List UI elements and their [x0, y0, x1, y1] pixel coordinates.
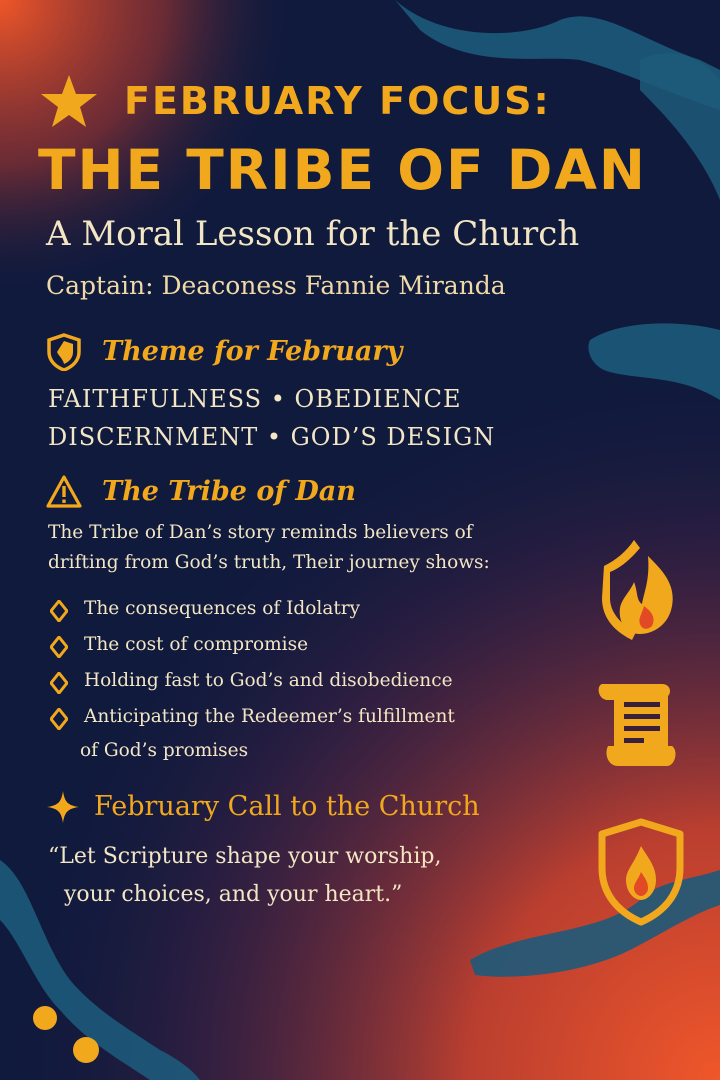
- list-item: [48, 702, 608, 772]
- heading-line-1: [40, 72, 700, 130]
- theme-heading: [46, 330, 446, 374]
- bullet-text: The cost of compromise: [84, 634, 309, 655]
- paragraph-line-2: drifting from God’s truth, Their journey shows:: [48, 552, 490, 573]
- theme-line-2: DISCERNMENT • GOD’S DESIGN: [48, 423, 496, 451]
- bullet-text: The consequences of Idolatry: [84, 598, 361, 619]
- fire-shield-icon: [596, 818, 686, 926]
- captain-line: Captain: Deaconess Fannie Miranda: [46, 271, 506, 300]
- list-item: [48, 630, 608, 666]
- list-item: [48, 594, 608, 630]
- quote-line-2: your choices, and your heart.”: [64, 882, 403, 907]
- diamond-bullet-icon: [50, 600, 68, 622]
- warning-triangle-icon: [46, 473, 82, 511]
- call-heading: [46, 784, 566, 830]
- heading-focus: FEBRUARY FOCUS:: [124, 79, 551, 123]
- sparkle-icon: [46, 790, 80, 824]
- quote-line-1: “Let Scripture shape your worship,: [48, 844, 442, 869]
- theme-heading-text: Theme for February: [102, 336, 403, 367]
- theme-list: [48, 380, 495, 456]
- page-title: THE TRIBE OF DAN: [38, 138, 647, 202]
- flame-shield-icon: [596, 536, 678, 640]
- list-item: [48, 666, 608, 702]
- call-heading-text: February Call to the Church: [94, 791, 480, 822]
- diamond-bullet-icon: [50, 636, 68, 658]
- diamond-bullet-icon: [50, 672, 68, 694]
- tribe-heading: [46, 470, 446, 514]
- church-call-quote: [48, 838, 568, 914]
- theme-line-1: FAITHFULNESS • OBEDIENCE: [48, 385, 462, 413]
- tribe-paragraph: [48, 518, 608, 578]
- scroll-icon: [598, 680, 676, 770]
- tribe-bullet-list: [48, 594, 608, 772]
- bullet-text: Anticipating the Redeemer’s fulfillment: [84, 706, 455, 727]
- bullet-text-continued: of God’s promises: [80, 740, 249, 761]
- diamond-bullet-icon: [50, 708, 68, 730]
- star-icon: [40, 74, 98, 128]
- shield-icon: [46, 333, 82, 371]
- subtitle: A Moral Lesson for the Church: [46, 214, 580, 254]
- paragraph-line-1: The Tribe of Dan’s story reminds believers of: [48, 522, 473, 543]
- tribe-heading-text: The Tribe of Dan: [102, 476, 356, 507]
- bullet-text: Holding fast to God’s and disobedience: [84, 670, 453, 691]
